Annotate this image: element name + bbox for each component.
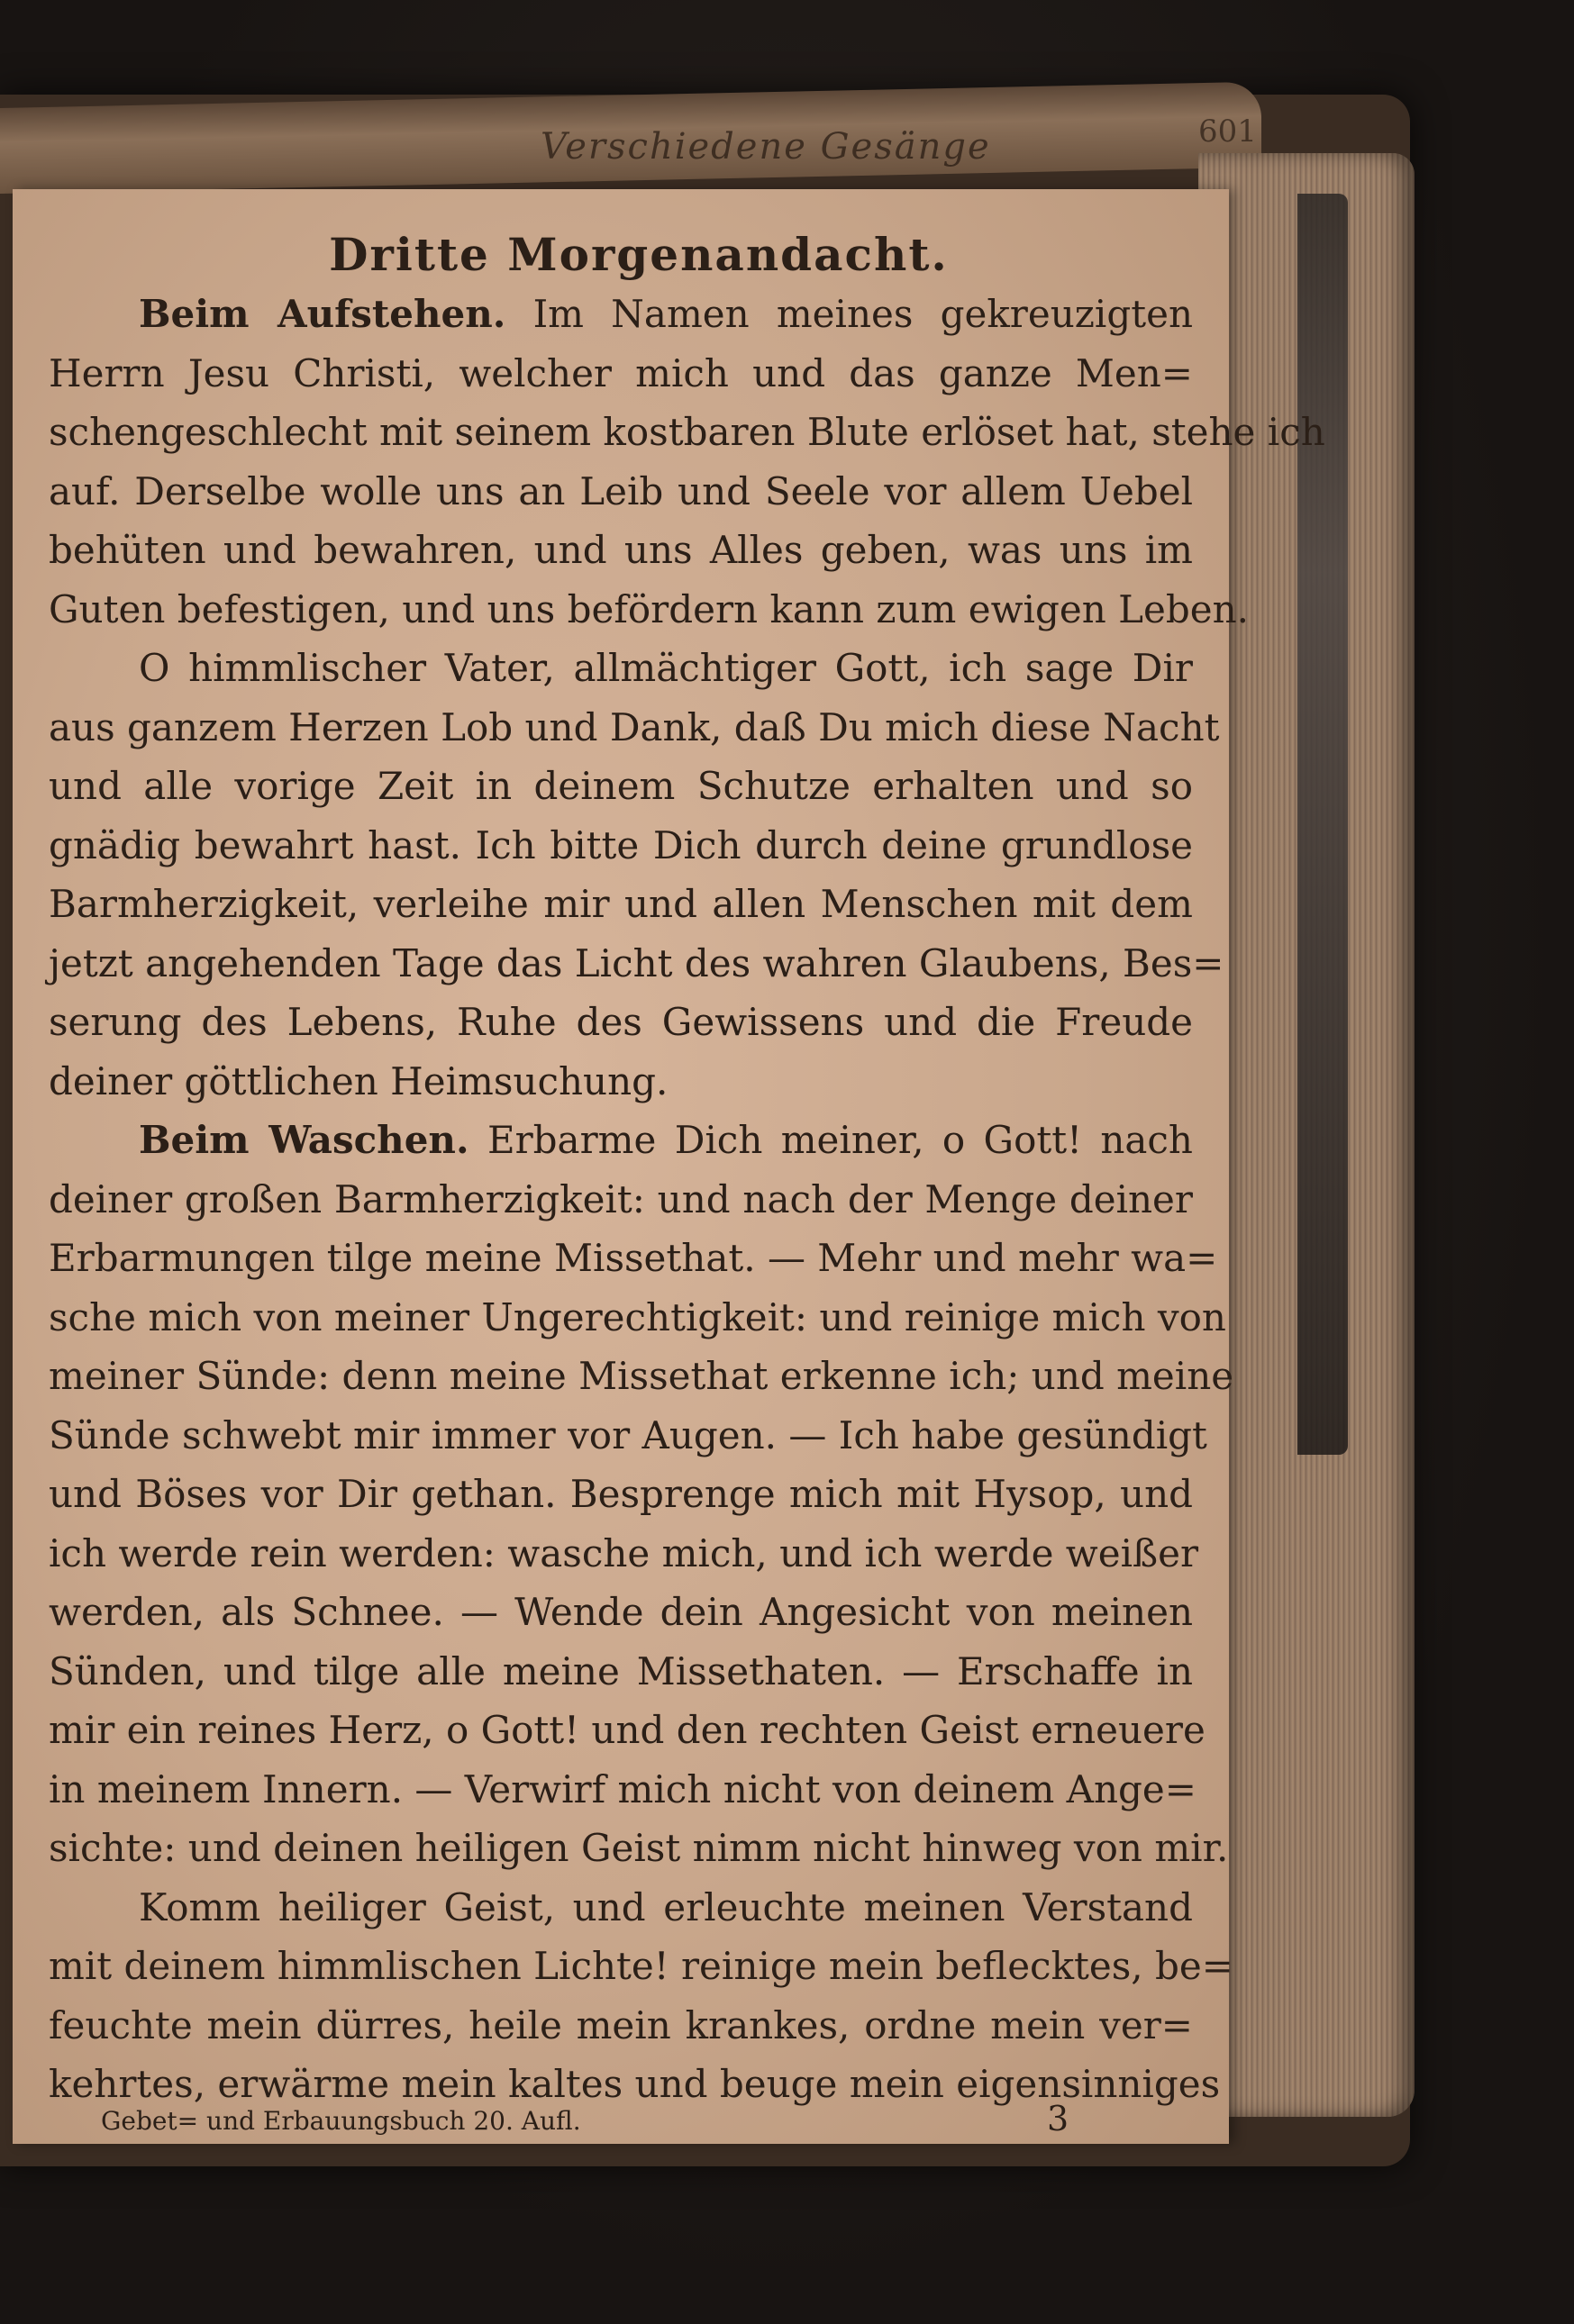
text-line: [49, 462, 1193, 522]
line-text: und Böses vor Dir gethan. Besprenge mich mit Hysop, und: [49, 1472, 1193, 1516]
text-line: [49, 1937, 1233, 1996]
text-line: [49, 521, 1193, 580]
line-text: gnädig bewahrt hast. Ich bitte Dich durch deine grundlose: [49, 822, 1193, 867]
line-text: Herrn Jesu Christi, welcher mich und das ganze Men=: [49, 350, 1193, 395]
section-heading: Beim Waschen.: [139, 1118, 469, 1162]
text-line: [49, 1642, 1193, 1702]
line-text: auf. Derselbe wolle uns an Leib und Seele vor allem Uebel: [49, 468, 1193, 513]
line-text: Guten befestigen, und uns befördern kann zum ewigen Leben.: [49, 586, 1250, 631]
text-line: [49, 1052, 1193, 1112]
text-line: [49, 1524, 1199, 1584]
book-page: [13, 189, 1325, 2144]
text-line: [49, 757, 1193, 816]
text-lines: [49, 285, 1325, 2114]
line-text: Sünde schwebt mir immer vor Augen. — Ich habe gesündigt: [49, 1412, 1207, 1457]
line-text: Erbarme Dich meiner, o Gott! nach: [487, 1118, 1193, 1162]
line-text: Barmherzigkeit, verleihe mir und allen Menschen mit dem: [49, 882, 1193, 926]
text-line: [49, 1819, 1229, 1878]
line-text: sche mich von meiner Ungerechtigkeit: und reinige mich von: [49, 1294, 1226, 1339]
line-text: deiner göttlichen Heimsuchung.: [49, 1058, 669, 1103]
text-line: [49, 2055, 1221, 2114]
text-line: [49, 285, 1193, 344]
section-heading: Beim Aufstehen.: [139, 292, 506, 336]
line-text: und alle vorige Zeit in deinem Schutze erhalten und so: [49, 764, 1193, 808]
running-head: Verschiedene Gesänge: [541, 126, 991, 168]
page-footer: [101, 2099, 1092, 2138]
text-line: [49, 698, 1220, 758]
text-line: [49, 1583, 1193, 1642]
text-line: [49, 344, 1193, 404]
text-line: [49, 1229, 1218, 1288]
line-text: meiner Sünde: denn meine Missethat erkenne ich; und meine: [49, 1354, 1234, 1398]
line-text: feuchte mein dürres, heile mein krankes, ordne mein ver=: [49, 2002, 1193, 2047]
text-line: [49, 1465, 1193, 1524]
text-line: [49, 580, 1250, 640]
signature-mark: 3: [1047, 2099, 1069, 2138]
text-line: [49, 1170, 1193, 1230]
running-head-page-number: 601: [1198, 113, 1257, 150]
text-line: [49, 639, 1193, 698]
page-title: Dritte Morgenandacht.: [329, 228, 949, 281]
text-line: [49, 934, 1224, 994]
text-line: [49, 993, 1193, 1052]
line-text: in meinem Innern. — Verwirf mich nicht von deinem Ange=: [49, 1766, 1196, 1811]
line-text: Komm heiliger Geist, und erleuchte meinen Verstand: [139, 1884, 1193, 1929]
line-text: werden, als Schnee. — Wende dein Angesicht von meinen: [49, 1590, 1193, 1634]
line-text: mit deinem himmlischen Lichte! reinige mein beflecktes, be=: [49, 1944, 1233, 1988]
text-line: [49, 1701, 1206, 1760]
text-line: [49, 1760, 1196, 1820]
line-text: Erbarmungen tilge meine Missethat. — Mehr und mehr wa=: [49, 1236, 1218, 1280]
text-line: [49, 1347, 1234, 1406]
line-text: jetzt angehenden Tage das Licht des wahren Glaubens, Bes=: [49, 940, 1224, 985]
line-text: ich werde rein werden: wasche mich, und ich werde weißer: [49, 1530, 1199, 1575]
text-line: [49, 403, 1325, 462]
line-text: kehrtes, erwärme mein kaltes und beuge mein eigensinniges: [49, 2062, 1221, 2106]
book-spine-shadow: [1297, 194, 1348, 1455]
line-text: aus ganzem Herzen Lob und Dank, daß Du mich diese Nacht: [49, 704, 1220, 749]
text-line: [49, 816, 1193, 876]
imprint-line: Gebet= und Erbauungsbuch 20. Aufl.: [101, 2106, 581, 2136]
text-line: [49, 1111, 1193, 1170]
text-line: [49, 1996, 1193, 2056]
line-text: serung des Lebens, Ruhe des Gewissens und die Freude: [49, 1000, 1193, 1044]
line-text: Im Namen meines gekreuzigten: [532, 292, 1193, 336]
line-text: mir ein reines Herz, o Gott! und den rechten Geist erneuere: [49, 1708, 1206, 1752]
page-text-block: [49, 225, 1325, 2114]
line-text: Sünden, und tilge alle meine Missethaten. — Erschaffe in: [49, 1648, 1193, 1693]
text-line: [49, 875, 1193, 934]
text-line: [49, 1878, 1193, 1938]
text-line: [49, 1406, 1207, 1466]
line-text: behüten und bewahren, und uns Alles geben, was uns im: [49, 528, 1193, 572]
line-text: deiner großen Barmherzigkeit: und nach der Menge deiner: [49, 1176, 1193, 1221]
line-text: O himmlischer Vater, allmächtiger Gott, ich sage Dir: [139, 646, 1193, 690]
line-text: sichte: und deinen heiligen Geist nimm nicht hinweg von mir.: [49, 1826, 1229, 1870]
line-text: schengeschlecht mit seinem kostbaren Blute erlöset hat, stehe ich: [49, 410, 1325, 454]
text-line: [49, 1288, 1226, 1348]
